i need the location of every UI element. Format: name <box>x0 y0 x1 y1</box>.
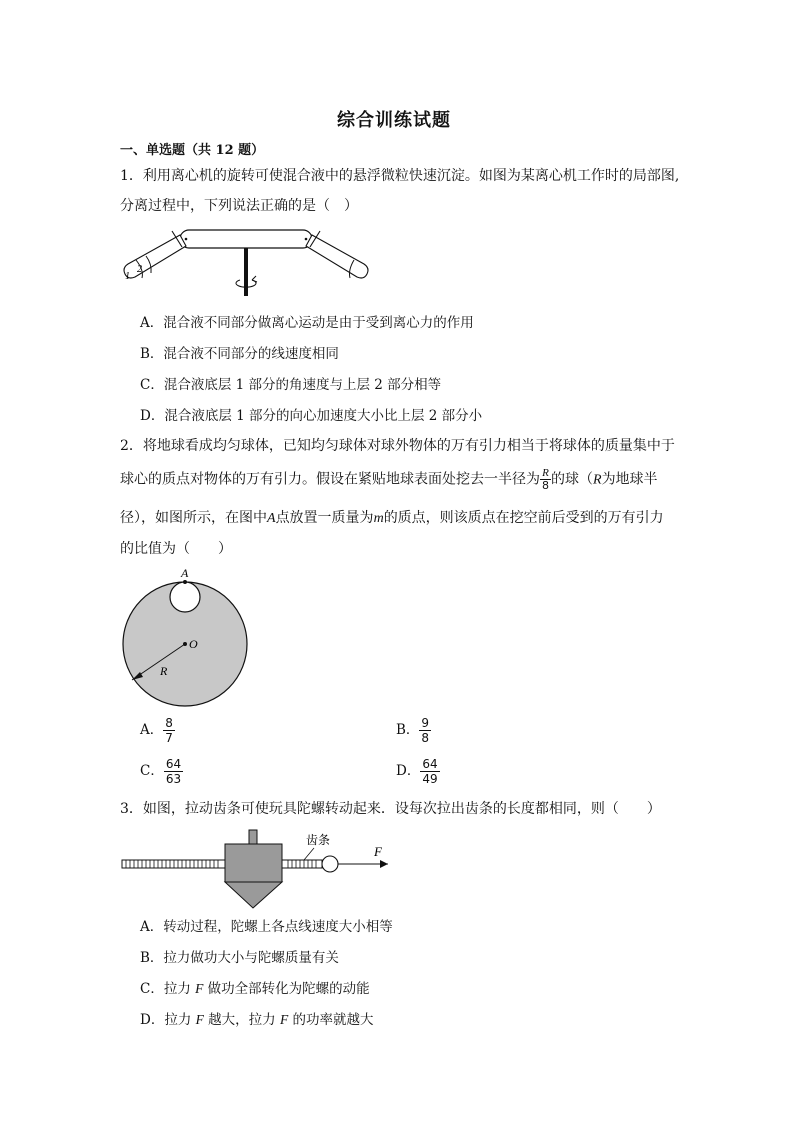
top-body <box>225 844 282 882</box>
q3-option-c[interactable]: C．拉力 F 做功全部转化为陀螺的动能 <box>140 981 370 997</box>
q2-stem-line4: 的比值为（ ） <box>120 541 232 557</box>
section-heading: 一、单选题（共 12 题） <box>120 143 265 158</box>
right-tube <box>306 231 368 278</box>
centrifuge-bar <box>180 230 312 248</box>
q2-stem-line3: 径），如图所示，在图中A点放置一质量为m的质点，则该质点在挖空前后受到的万有引力 <box>120 510 664 526</box>
top-stem <box>249 830 257 844</box>
q2-stem-line2: 球心的质点对物体的万有引力。假设在紧贴地球表面处挖去一半径为 $\frac{R}{8}$ 的球（R为地球半 <box>120 467 658 492</box>
label-a: A <box>181 566 189 580</box>
q1-stem-line1: 1．利用离心机的旋转可使混合液中的悬浮微粒快速沉淀。如图为某离心机工作时的局部图, <box>120 168 680 184</box>
q1-option-d[interactable]: D．混合液底层 1 部分的向心加速度大小比上层 2 部分小 <box>140 408 483 424</box>
left-tube <box>124 231 186 278</box>
q2-option-c[interactable]: C． $\frac{64}{63}$ <box>140 757 182 786</box>
label-2: 2 <box>137 264 142 275</box>
q3-option-a[interactable]: A．转动过程，陀螺上各点线速度大小相等 <box>140 919 393 935</box>
centrifuge-figure <box>118 222 374 298</box>
pull-ring <box>322 856 338 872</box>
q2-stem-line1: 2．将地球看成均匀球体，已知均匀球体对球外物体的万有引力相当于将球体的质量集中于 <box>120 438 675 454</box>
q1-option-c[interactable]: C．混合液底层 1 部分的角速度与上层 2 部分相等 <box>140 377 442 393</box>
q2-option-d[interactable]: D． $\frac{64}{49}$ <box>396 757 438 786</box>
q3-option-d[interactable]: D．拉力 F 越大，拉力 F 的功率就越大 <box>140 1012 374 1028</box>
q1-option-b[interactable]: B．混合液不同部分的线速度相同 <box>140 346 339 362</box>
q2-option-a[interactable]: A． $\frac{8}{7}$ <box>140 716 173 745</box>
page-title: 综合训练试题 <box>337 110 451 131</box>
label-r: R <box>160 664 168 678</box>
label-rack: 齿条 <box>306 833 331 847</box>
label-1: 1 <box>125 271 130 282</box>
fraction-r-over-8: $\frac{R}{8}$ <box>542 467 549 492</box>
q2-option-b[interactable]: B． $\frac{9}{8}$ <box>396 716 430 745</box>
q3-option-b[interactable]: B．拉力做功大小与陀螺质量有关 <box>140 950 339 966</box>
q3-stem: 3．如图，拉动齿条可使玩具陀螺转动起来．设每次拉出齿条的长度都相同，则（ ） <box>120 801 661 817</box>
hollow-sphere <box>170 582 200 612</box>
label-o: O <box>189 637 198 651</box>
earth-figure <box>118 564 254 708</box>
q1-option-a[interactable]: A．混合液不同部分做离心运动是由于受到离心力的作用 <box>140 315 474 331</box>
top-tip <box>225 882 282 908</box>
shaft <box>244 248 248 296</box>
top-figure <box>118 826 398 910</box>
label-f: F <box>374 844 382 859</box>
point-a <box>183 580 187 584</box>
q1-stem-line2: 分离过程中，下列说法正确的是（ ） <box>120 198 358 214</box>
